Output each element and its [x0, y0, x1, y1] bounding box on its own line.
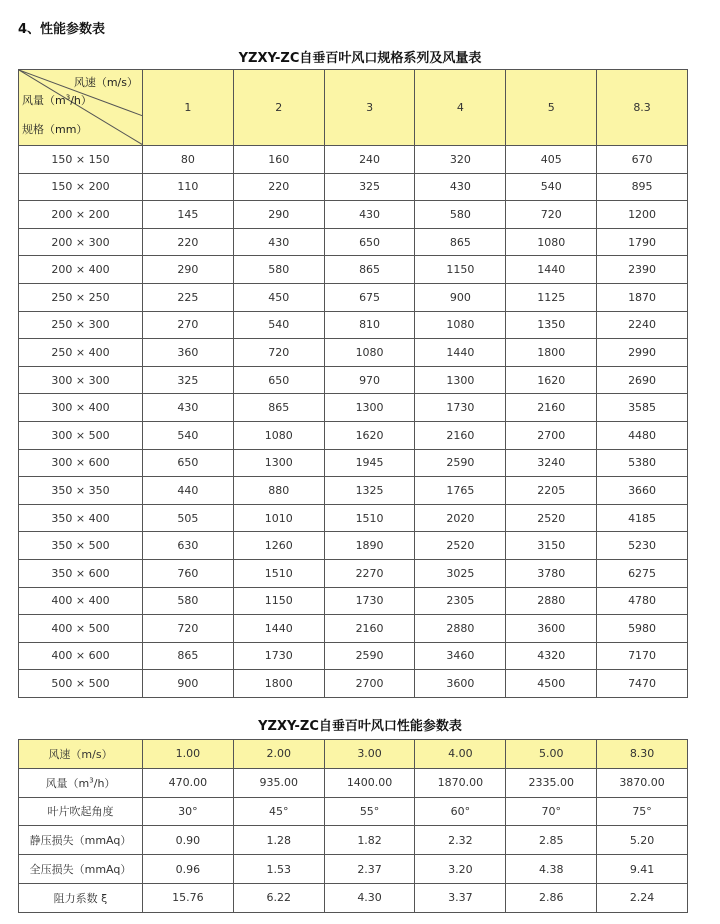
table-cell: 4480	[597, 421, 688, 449]
speed-header: 3	[324, 70, 415, 146]
row-label: 350 × 350	[19, 477, 143, 505]
table-cell: 45°	[233, 797, 324, 826]
table-row	[19, 201, 688, 229]
row-label: 400 × 400	[19, 587, 143, 615]
table-cell: 2335.00	[506, 768, 597, 797]
table-cell: 2.37	[324, 855, 415, 884]
table-cell: 4185	[597, 504, 688, 532]
table-cell: 900	[415, 283, 506, 311]
table-row	[19, 283, 688, 311]
table-cell: 580	[415, 201, 506, 229]
speed-header: 4.00	[415, 740, 506, 769]
table-cell: 430	[233, 228, 324, 256]
table-header-row	[19, 70, 688, 146]
table-row	[19, 826, 688, 855]
table-cell: 2700	[324, 670, 415, 698]
table-cell: 2270	[324, 559, 415, 587]
table-cell: 1080	[324, 339, 415, 367]
table-cell: 650	[324, 228, 415, 256]
table-cell: 1620	[506, 366, 597, 394]
table-cell: 5980	[597, 615, 688, 643]
table-cell: 540	[506, 173, 597, 201]
table-row	[19, 394, 688, 422]
table-cell: 1260	[233, 532, 324, 560]
table-cell: 110	[143, 173, 234, 201]
table-cell: 2880	[506, 587, 597, 615]
table-cell: 1325	[324, 477, 415, 505]
table-cell: 3025	[415, 559, 506, 587]
row-label: 250 × 300	[19, 311, 143, 339]
table-cell: 3150	[506, 532, 597, 560]
table-row	[19, 615, 688, 643]
table-cell: 1730	[415, 394, 506, 422]
table-cell: 1150	[415, 256, 506, 284]
table-cell: 270	[143, 311, 234, 339]
table-cell: 1200	[597, 201, 688, 229]
speed-header: 8.30	[597, 740, 688, 769]
row-label: 200 × 400	[19, 256, 143, 284]
table-cell: 880	[233, 477, 324, 505]
table-cell: 580	[143, 587, 234, 615]
table-cell: 1.53	[233, 855, 324, 884]
table-cell: 405	[506, 146, 597, 174]
table-cell: 2.24	[597, 883, 688, 912]
table-cell: 1945	[324, 449, 415, 477]
table-cell: 2990	[597, 339, 688, 367]
table-cell: 440	[143, 477, 234, 505]
table-cell: 970	[324, 366, 415, 394]
speed-header: 2.00	[233, 740, 324, 769]
table-cell: 505	[143, 504, 234, 532]
table-cell: 2520	[415, 532, 506, 560]
table-cell: 1350	[506, 311, 597, 339]
table-cell: 1730	[324, 587, 415, 615]
table-cell: 450	[233, 283, 324, 311]
table-cell: 4.30	[324, 883, 415, 912]
table-cell: 630	[143, 532, 234, 560]
table-cell: 3240	[506, 449, 597, 477]
speed-header: 1.00	[143, 740, 234, 769]
table-cell: 3780	[506, 559, 597, 587]
table-cell: 220	[233, 173, 324, 201]
table-row	[19, 883, 688, 912]
table-cell: 3660	[597, 477, 688, 505]
row-label: 350 × 600	[19, 559, 143, 587]
table-cell: 70°	[506, 797, 597, 826]
row-label: 400 × 600	[19, 642, 143, 670]
table-cell: 2.86	[506, 883, 597, 912]
table-cell: 80	[143, 146, 234, 174]
table-cell: 1890	[324, 532, 415, 560]
table-cell: 470.00	[143, 768, 234, 797]
table-cell: 935.00	[233, 768, 324, 797]
speed-header: 2	[233, 70, 324, 146]
row-label: 叶片吹起角度	[19, 797, 143, 826]
table-cell: 4320	[506, 642, 597, 670]
table-cell: 865	[143, 642, 234, 670]
table-cell: 2700	[506, 421, 597, 449]
table-cell: 720	[506, 201, 597, 229]
table-cell: 6275	[597, 559, 688, 587]
table-cell: 60°	[415, 797, 506, 826]
table-cell: 3600	[415, 670, 506, 698]
row-label: 350 × 500	[19, 532, 143, 560]
row-label: 全压损失（mmAq）	[19, 855, 143, 884]
table-row	[19, 797, 688, 826]
table-row	[19, 449, 688, 477]
speed-header: 8.3	[597, 70, 688, 146]
table-cell: 430	[324, 201, 415, 229]
table-cell: 1440	[415, 339, 506, 367]
table-cell: 2160	[415, 421, 506, 449]
table-cell: 2390	[597, 256, 688, 284]
row-label: 350 × 400	[19, 504, 143, 532]
table-cell: 650	[143, 449, 234, 477]
row-label: 150 × 200	[19, 173, 143, 201]
airflow-spec-table	[18, 69, 688, 698]
table-cell: 865	[324, 256, 415, 284]
table-cell: 15.76	[143, 883, 234, 912]
table-cell: 5.20	[597, 826, 688, 855]
table-row	[19, 587, 688, 615]
table-row	[19, 768, 688, 797]
table-cell: 240	[324, 146, 415, 174]
table-cell: 4500	[506, 670, 597, 698]
speed-axis-label: 风速（m/s）	[73, 76, 138, 89]
table-cell: 1300	[415, 366, 506, 394]
table-cell: 1790	[597, 228, 688, 256]
table-cell: 0.90	[143, 826, 234, 855]
section-heading: 4、性能参数表	[18, 22, 106, 37]
row-label: 250 × 400	[19, 339, 143, 367]
row-label: 250 × 250	[19, 283, 143, 311]
table-cell: 0.96	[143, 855, 234, 884]
row-label: 300 × 500	[19, 421, 143, 449]
table-cell: 1080	[233, 421, 324, 449]
row-label: 150 × 150	[19, 146, 143, 174]
table-cell: 6.22	[233, 883, 324, 912]
table-cell: 760	[143, 559, 234, 587]
table-row	[19, 855, 688, 884]
table-cell: 1800	[233, 670, 324, 698]
table-cell: 2205	[506, 477, 597, 505]
diagonal-header-cell	[19, 70, 143, 146]
table-cell: 3.37	[415, 883, 506, 912]
table-cell: 1800	[506, 339, 597, 367]
table-row	[19, 173, 688, 201]
row-label: 300 × 400	[19, 394, 143, 422]
table-row	[19, 670, 688, 698]
table-cell: 4780	[597, 587, 688, 615]
table-cell: 325	[324, 173, 415, 201]
table-cell: 5230	[597, 532, 688, 560]
table-row	[19, 366, 688, 394]
table-cell: 7470	[597, 670, 688, 698]
table-cell: 1.28	[233, 826, 324, 855]
table-cell: 580	[233, 256, 324, 284]
table-cell: 2880	[415, 615, 506, 643]
row-label: 500 × 500	[19, 670, 143, 698]
speed-header: 1	[143, 70, 234, 146]
row-label: 200 × 300	[19, 228, 143, 256]
table-cell: 290	[233, 201, 324, 229]
table-cell: 2305	[415, 587, 506, 615]
speed-header: 5	[506, 70, 597, 146]
performance-table-title: YZXY-ZC自垂百叶风口性能参数表	[258, 719, 462, 734]
table-cell: 360	[143, 339, 234, 367]
table-cell: 325	[143, 366, 234, 394]
row-label: 300 × 300	[19, 366, 143, 394]
speed-header: 3.00	[324, 740, 415, 769]
table-cell: 2590	[415, 449, 506, 477]
table-cell: 3585	[597, 394, 688, 422]
speed-header: 4	[415, 70, 506, 146]
table-cell: 5380	[597, 449, 688, 477]
row-label: 300 × 600	[19, 449, 143, 477]
table-cell: 810	[324, 311, 415, 339]
table-row	[19, 256, 688, 284]
table-cell: 1440	[233, 615, 324, 643]
table-cell: 430	[143, 394, 234, 422]
table-cell: 865	[233, 394, 324, 422]
table-cell: 3.20	[415, 855, 506, 884]
table-cell: 675	[324, 283, 415, 311]
table-cell: 3870.00	[597, 768, 688, 797]
table-cell: 1080	[415, 311, 506, 339]
table-cell: 4.38	[506, 855, 597, 884]
row-label: 风速（m/s）	[19, 740, 143, 769]
table-row	[19, 421, 688, 449]
table-cell: 290	[143, 256, 234, 284]
table-row	[19, 532, 688, 560]
table-cell: 3460	[415, 642, 506, 670]
speed-header: 5.00	[506, 740, 597, 769]
table-row	[19, 146, 688, 174]
table-header-row	[19, 740, 688, 769]
table-cell: 1125	[506, 283, 597, 311]
table-row	[19, 339, 688, 367]
table-row	[19, 477, 688, 505]
table-cell: 220	[143, 228, 234, 256]
table-cell: 1150	[233, 587, 324, 615]
table-cell: 160	[233, 146, 324, 174]
table-cell: 1010	[233, 504, 324, 532]
table-cell: 1.82	[324, 826, 415, 855]
flow-axis-label: 风量$(m^3/h)$	[22, 93, 92, 107]
table-cell: 2020	[415, 504, 506, 532]
table-cell: 320	[415, 146, 506, 174]
row-label: 200 × 200	[19, 201, 143, 229]
table-cell: 720	[233, 339, 324, 367]
table-cell: 865	[415, 228, 506, 256]
table-cell: 2520	[506, 504, 597, 532]
table-cell: 1080	[506, 228, 597, 256]
table-cell: 1300	[324, 394, 415, 422]
table-cell: 1300	[233, 449, 324, 477]
row-label: 阻力系数 ξ	[19, 883, 143, 912]
table-row	[19, 311, 688, 339]
table-cell: 1620	[324, 421, 415, 449]
table-cell: 145	[143, 201, 234, 229]
table-cell: 1870.00	[415, 768, 506, 797]
performance-param-table	[18, 739, 688, 913]
table-cell: 540	[143, 421, 234, 449]
table-cell: 1400.00	[324, 768, 415, 797]
table-row	[19, 228, 688, 256]
table-cell: 55°	[324, 797, 415, 826]
row-label: 静压损失（mmAq）	[19, 826, 143, 855]
table-cell: 30°	[143, 797, 234, 826]
table-cell: 1510	[233, 559, 324, 587]
table-cell: 2.85	[506, 826, 597, 855]
table-cell: 900	[143, 670, 234, 698]
table-cell: 9.41	[597, 855, 688, 884]
table-cell: 225	[143, 283, 234, 311]
table-cell: 2160	[506, 394, 597, 422]
table-cell: 2.32	[415, 826, 506, 855]
table-cell: 3600	[506, 615, 597, 643]
table-row	[19, 559, 688, 587]
table-cell: 2160	[324, 615, 415, 643]
row-label: 风量$(m^3/h)$	[19, 768, 143, 797]
table-cell: 2590	[324, 642, 415, 670]
table-cell: 895	[597, 173, 688, 201]
row-label: 400 × 500	[19, 615, 143, 643]
table-cell: 1870	[597, 283, 688, 311]
table-cell: 1440	[506, 256, 597, 284]
table-cell: 7170	[597, 642, 688, 670]
table-cell: 2690	[597, 366, 688, 394]
table-cell: 75°	[597, 797, 688, 826]
table-cell: 540	[233, 311, 324, 339]
table-cell: 670	[597, 146, 688, 174]
table-row	[19, 504, 688, 532]
table-cell: 430	[415, 173, 506, 201]
table-cell: 1510	[324, 504, 415, 532]
table-row	[19, 642, 688, 670]
size-axis-label: 规格（mm）	[22, 123, 88, 136]
table-cell: 650	[233, 366, 324, 394]
airflow-table-title: YZXY-ZC自垂百叶风口规格系列及风量表	[238, 51, 482, 66]
table-cell: 1730	[233, 642, 324, 670]
table-cell: 1765	[415, 477, 506, 505]
table-cell: 720	[143, 615, 234, 643]
table-cell: 2240	[597, 311, 688, 339]
